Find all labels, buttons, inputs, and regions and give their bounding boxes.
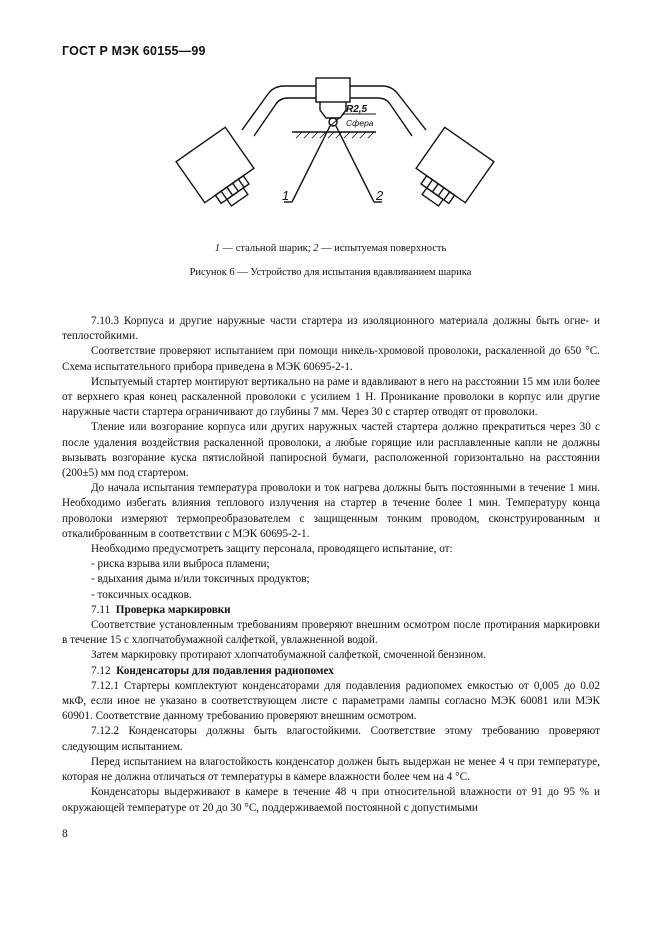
ref-label-2: 2 <box>376 188 384 203</box>
top-block <box>316 78 350 102</box>
sphere-label: Сфера <box>346 118 374 128</box>
paragraph: 7.12.2 Конденсаторы должны быть влагостойкими. Соответствие этому требованию проверяют следующим испытанием. <box>62 725 600 753</box>
ball-pressure-test-figure <box>150 70 520 240</box>
left-weight <box>176 127 254 202</box>
legend-num-1: 1 <box>214 243 220 254</box>
legend-num-2: 2 <box>313 243 319 254</box>
page-number: 8 <box>62 828 68 840</box>
legend-text-1: — стальной шарик; <box>220 243 314 254</box>
radius-label: R2,5 <box>346 104 368 115</box>
list-item: - вдыхания дыма и/или токсичных продуктов; <box>91 573 310 586</box>
paragraph: Затем маркировку протирают хлопчатобумажной салфеткой, смоченной бензином. <box>91 649 486 662</box>
paragraph: Испытуемый стартер монтируют вертикально на раме и вдавливают в него на расстоянии 15 мм или более от верхнего края конец раскаленной проволоки с усилием 1 Н. Проникание проволоки в корпус или другие наружные части стартера ограничивают до глубины 7 мм. Через 30 с стартер отводят от проволоки. <box>62 375 600 419</box>
document-header: ГОСТ Р МЭК 60155—99 <box>62 44 206 58</box>
left-arm-inner <box>254 98 316 136</box>
paragraph: 7.12.1 Стартеры комплектуют конденсаторами для подавления радиопомех емкостью от 0,005 до 0.02 мкФ, если иное не указано в соответствующем листе с параметрами лампы согласно МЭК 60081 или МЭК 60901. Соответствие данному требованию проверяют внешним осмотром. <box>62 679 600 723</box>
paragraph: Необходимо предусмотреть защиту персонала, проводящего испытание, от: <box>91 543 453 556</box>
paragraph: Перед испытанием на влагостойкость конденсатор должен быть выдержан не менее 4 ч при температуре, которая не должна отличаться от температуры в камере влажности более чем на 4 °С. <box>62 755 600 784</box>
paragraph: Соответствие установленным требованиям проверяют внешним осмотром после протирания маркировки в течение 15 с хлопчатобумажной салфеткой, увлажненной водой. <box>62 619 600 647</box>
right-weight <box>416 127 494 202</box>
paragraph: Соответствие проверяют испытанием при помощи никель-хромовой проволоки, раскаленной до 650 °С. Схема испытательного прибора приведена в МЭК 60695-2-1. <box>62 345 600 373</box>
list-item: - риска взрыва или выброса пламени; <box>91 558 270 571</box>
section-title: Конденсаторы для подавления радиопомех <box>116 664 334 677</box>
figure-legend <box>0 243 661 254</box>
steel-ball <box>329 118 337 126</box>
list-item: - токсичных осадков. <box>91 588 192 601</box>
section-heading-7-11: 7.11 Проверка маркировки <box>91 603 231 616</box>
ref-label-1: 1 <box>282 188 290 203</box>
legend-text-2: — испытуемая поверхность <box>318 243 447 254</box>
paragraph: Тление или возгорание корпуса или других наружных частей стартера должно прекратиться через 30 с после удаления воздействия раскаленной проволоки, а любые горящие или расплавленные капли не должны вызывать возгорание куска пятислойной папиросной бумаги, расположенной горизонтально на расстоянии (200±5) мм под стартером. <box>62 421 600 480</box>
figure-title: Рисунок 6 — Устройство для испытания вдавливанием шарика <box>189 267 472 278</box>
body-text <box>62 314 600 816</box>
section-title: Проверка маркировки <box>115 603 231 616</box>
leader-1 <box>292 126 330 202</box>
section-heading-7-12: 7.12 Конденсаторы для подавления радиопомех <box>91 664 334 677</box>
paragraph: До начала испытания температура проволоки и ток нагрева должны быть постоянными в течение 1 мин. Необходимо избегать влияния теплового излучения на стартер в течение более 1 мин. Температуру конца проволоки измеряют термопреобразователем с защищенным тонким проводом, сконструированным и откалиброванным в соответствии с МЭК 60695-2-1. <box>62 482 600 540</box>
paragraph: 7.10.3 Корпуса и другие наружные части стартера из изоляционного материала должны быть огне- и теплостойкими. <box>62 315 600 343</box>
left-arm-outer <box>242 86 316 130</box>
paragraph: Конденсаторы выдерживают в камере в течение 48 ч при относительной влажности от 91 до 95 % и окружающей температуре от 20 до 30 °С, поддерживаемой постоянной с допустимыми <box>62 786 600 814</box>
